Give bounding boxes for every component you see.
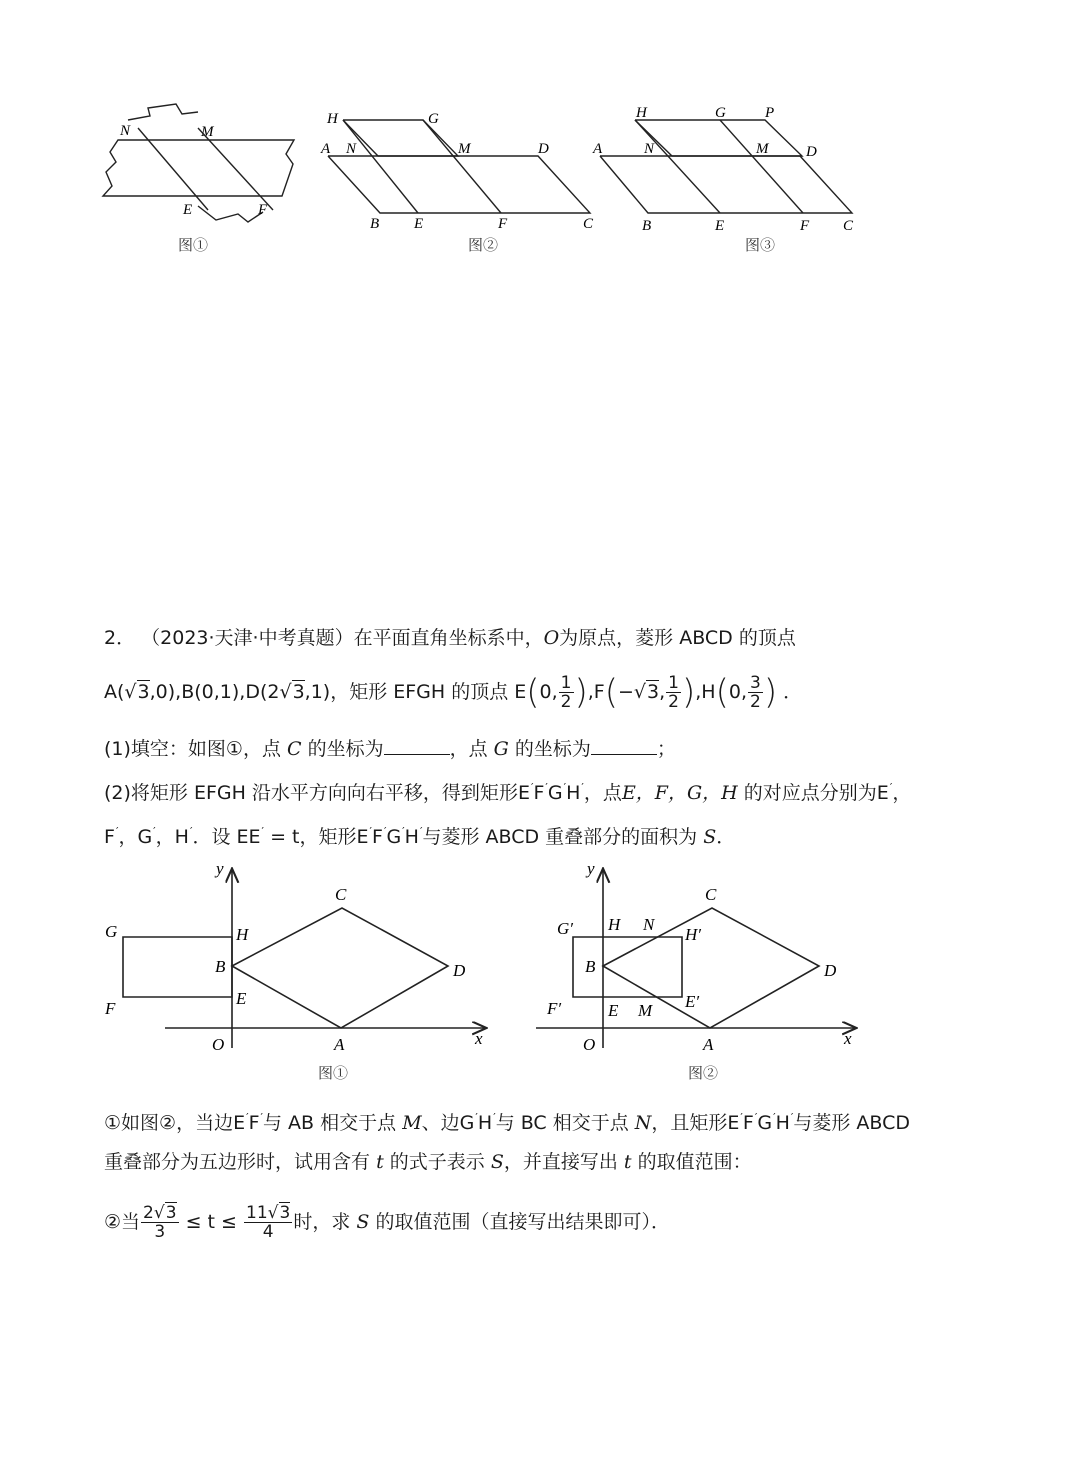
label-O: O (212, 1035, 225, 1054)
den: 2 (750, 692, 761, 712)
letter: G (386, 826, 402, 848)
letter: H (477, 1112, 493, 1134)
text: ,1)，矩形 EFGH 的顶点 E (304, 681, 527, 703)
label-E: E (715, 218, 725, 234)
caption-coord-fig1: 图① (318, 1064, 349, 1082)
label-x: x (475, 1029, 483, 1048)
prime: ′ (889, 781, 893, 794)
letter: F (248, 1112, 260, 1134)
text: 为原点，菱形 ABCD 的顶点 (559, 627, 796, 649)
label-E: E (236, 989, 247, 1008)
num: 2√3 (143, 1203, 177, 1223)
text: 重叠部分为五边形时，试用含有 (104, 1151, 371, 1173)
fraction-half (666, 674, 681, 711)
den: 3 (154, 1222, 166, 1242)
fraction-three-halves (748, 674, 763, 711)
label-G-prime: G′ (557, 919, 573, 938)
label-F: F (800, 218, 810, 234)
label-N: N (120, 123, 131, 139)
text: 的取值范围（直接写出结果即可）． (375, 1211, 670, 1233)
var-t: t (623, 1151, 632, 1173)
prime: ′ (475, 1111, 478, 1124)
sqrt-3: 3 (292, 681, 305, 703)
parallelogram-HPDN (635, 120, 802, 156)
num: 11√3 (246, 1203, 291, 1223)
problem-part-1 (104, 736, 676, 761)
prime: ′ (581, 781, 584, 794)
label-H-prime: H′ (685, 925, 701, 944)
text: ,F (587, 681, 605, 703)
label-B: B (585, 957, 596, 976)
text: ≤ t ≤ (185, 1211, 237, 1233)
label-C: C (583, 216, 594, 232)
var-S: S (356, 1211, 370, 1233)
text: ②当 (104, 1211, 141, 1233)
top-figure-3 (590, 102, 865, 257)
text: ,H (695, 681, 716, 703)
prime: ′ (246, 1111, 249, 1124)
text: = t，矩形E (264, 826, 369, 848)
coord-figure-2 (533, 850, 863, 1090)
text: ，点 (583, 782, 622, 804)
parallelogram-HGMN (343, 120, 458, 156)
label-H: H (327, 111, 338, 127)
paren: ( (715, 672, 729, 713)
label-G: G (105, 922, 118, 941)
label-F: F (258, 202, 268, 218)
vars-EFGH: E，F，G，H (621, 782, 738, 804)
text: 的式子表示 (389, 1151, 485, 1173)
den: 2 (668, 692, 679, 712)
prime: ′ (402, 825, 405, 838)
sqrt-3: 3 (647, 681, 660, 703)
text: 的取值范围： (637, 1151, 752, 1173)
text: ； (656, 738, 676, 760)
num: 3 (750, 673, 761, 693)
prime: ′ (545, 781, 548, 794)
text: 与菱形 ABCD (793, 1112, 911, 1134)
coord-figure-1 (100, 850, 500, 1090)
label-H: H (608, 915, 621, 934)
text: ．设 EE (192, 826, 261, 848)
label-y: y (216, 859, 224, 878)
problem-part-2-line-2: F′，G′，H′．设 EE′ = t，矩形E′F′G′H′与菱形 ABCD 重叠部分的面积为 S． (104, 825, 736, 848)
text: 的对应点分别为E (743, 782, 889, 804)
problem-line-2: A(√3,0),B(0,1),D(2√3,1)，矩形 EFGH 的顶点 E(0, $\frac{1}{2}$ ),F(−√3, $\frac{1}{2}$ ),H(0, $\frac{3}{2}$ ) ． (104, 672, 803, 713)
label-F: F (105, 999, 116, 1018)
label-D: D (806, 144, 817, 160)
label-B: B (215, 957, 226, 976)
label-F-prime: F′ (547, 999, 562, 1018)
text: 0, (539, 681, 558, 703)
rhombus-ABCD (603, 908, 819, 1028)
var-M: M (402, 1112, 422, 1134)
question-circle-1 (104, 1106, 910, 1135)
coef: 2 (143, 1203, 154, 1223)
text: ①如图②，当边E (104, 1112, 246, 1134)
label-M: M (458, 141, 471, 157)
prime: ′ (260, 1111, 264, 1124)
label-N: N (644, 141, 655, 157)
letter: H (566, 782, 581, 804)
var-O: O (543, 627, 560, 649)
text: ，并直接写出 (503, 1151, 618, 1173)
text: (2)将矩形 EFGH 沿水平方向向右平移，得到矩形E (104, 782, 530, 804)
label-x: x (844, 1029, 852, 1048)
answer-blank-C[interactable] (384, 736, 450, 755)
label-B: B (642, 218, 652, 234)
text: 与 BC 相交于点 (495, 1112, 629, 1134)
label-C: C (843, 218, 854, 234)
num: 1 (560, 673, 572, 693)
parallelogram-ABCD (600, 156, 852, 213)
problem-source: （2023·天津·中考真题） (141, 627, 354, 649)
paren: ) (682, 672, 696, 713)
segment-NE (343, 120, 418, 213)
torn-bottom (198, 206, 263, 222)
fraction-11sqrt3-over-4 (244, 1204, 292, 1241)
answer-blank-G[interactable] (591, 736, 657, 755)
label-D: D (453, 961, 466, 980)
text: ,0),B(0,1),D(2 (149, 681, 280, 703)
coef: 11 (246, 1203, 268, 1223)
prime: ′ (493, 1111, 496, 1124)
var-S: S (490, 1151, 504, 1173)
text: 时，求 (293, 1211, 351, 1233)
text: ，点 (449, 738, 488, 760)
label-H: H (236, 925, 249, 944)
letter: F (742, 1112, 754, 1134)
question-circle-1-line-2 (104, 1150, 752, 1174)
letter: H (775, 1112, 790, 1134)
label-y: y (587, 859, 595, 878)
top-figure-1 (98, 102, 303, 257)
prime: ′ (754, 1111, 758, 1124)
text: 在平面直角坐标系中， (353, 627, 544, 649)
label-M: M (756, 141, 769, 157)
label-N: N (643, 915, 655, 934)
strip-outline (103, 140, 294, 196)
prime: ′ (740, 1111, 743, 1124)
sqrt-3: 3 (137, 681, 150, 703)
caption-coord-fig2: 图② (688, 1064, 719, 1082)
letter: F (533, 782, 545, 804)
sqrt-3: 3 (279, 1203, 291, 1223)
segment-HE (635, 120, 720, 213)
label-G: G (715, 105, 726, 121)
label-G: G (428, 111, 439, 127)
den: 4 (262, 1222, 274, 1242)
caption-fig2: 图② (468, 236, 499, 254)
paren: ) (763, 672, 778, 713)
var-S: S (703, 826, 717, 848)
label-C: C (335, 885, 347, 904)
letter: F (372, 826, 383, 848)
prime: ′ (261, 825, 265, 838)
label-E: E (183, 202, 193, 218)
text: , (659, 681, 666, 703)
label-E: E (414, 216, 424, 232)
prime: ′ (369, 825, 372, 838)
label-N: N (346, 141, 357, 157)
text: A( (104, 681, 125, 703)
problem-number: 2． (104, 627, 136, 649)
prime: ′ (530, 781, 534, 794)
parallelogram-ABCD (328, 156, 590, 213)
label-O: O (583, 1035, 596, 1054)
label-A: A (593, 141, 603, 157)
text: (1)填空：如图①，点 (104, 738, 281, 760)
sqrt-3: 3 (165, 1203, 177, 1223)
segment-MF (423, 120, 501, 213)
letter: H (404, 826, 419, 848)
var-t: t (376, 1151, 384, 1173)
text: − (618, 681, 634, 703)
paren: ( (526, 672, 540, 713)
torn-top (128, 104, 198, 120)
label-F: F (498, 216, 508, 232)
text: 与 AB 相交于点 (263, 1112, 397, 1134)
fraction-half (559, 674, 574, 711)
label-E-prime: E′ (685, 992, 700, 1011)
text: ，G (118, 826, 153, 848)
label-M: M (638, 1001, 653, 1020)
segment-GF (720, 120, 803, 213)
fraction-2sqrt3-over-3 (141, 1204, 179, 1241)
label-M: M (201, 124, 214, 140)
text: 0, (728, 681, 747, 703)
text: ，H (155, 826, 189, 848)
label-H: H (636, 105, 647, 121)
text: ． (783, 681, 803, 703)
rhombus-ABCD (232, 908, 448, 1028)
label-A: A (703, 1035, 714, 1054)
prime: ′ (115, 825, 119, 838)
prime: ′ (153, 825, 156, 838)
label-B: B (370, 216, 380, 232)
letter: G (757, 1112, 773, 1134)
label-P: P (765, 105, 775, 121)
text: 的坐标为 (514, 738, 591, 760)
prime: ′ (563, 781, 567, 794)
caption-fig3: 图③ (745, 236, 776, 254)
paren: ( (604, 672, 618, 713)
label-A: A (321, 141, 331, 157)
paren: ) (574, 672, 588, 713)
prime: ′ (773, 1111, 776, 1124)
problem-line-1 (104, 626, 796, 650)
prime: ′ (790, 1111, 794, 1124)
caption-fig1: 图① (178, 236, 209, 254)
var-G: G (493, 738, 509, 760)
label-C: C (705, 885, 717, 904)
problem-part-2: (2)将矩形 EFGH 沿水平方向向右平移，得到矩形E′F′G′H′，点E，F，G，H 的对应点分别为E′， (104, 781, 912, 804)
num: 1 (668, 673, 679, 693)
label-E: E (608, 1001, 619, 1020)
label-A: A (334, 1035, 345, 1054)
top-figure-2 (318, 102, 603, 257)
text: 、边G (421, 1112, 475, 1134)
var-C: C (287, 738, 302, 760)
prime: ′ (383, 825, 387, 838)
question-circle-2 (104, 1204, 670, 1241)
label-D: D (824, 961, 837, 980)
text: 的坐标为 (307, 738, 384, 760)
prime: ′ (419, 825, 423, 838)
text: ，且矩形E (651, 1112, 740, 1134)
letter: G (547, 782, 563, 804)
label-D: D (538, 141, 549, 157)
prime: ′ (189, 825, 193, 838)
den: 2 (560, 692, 572, 712)
text: 与菱形 ABCD 重叠部分的面积为 (422, 826, 698, 848)
var-N: N (634, 1112, 652, 1134)
text: F (104, 826, 115, 848)
